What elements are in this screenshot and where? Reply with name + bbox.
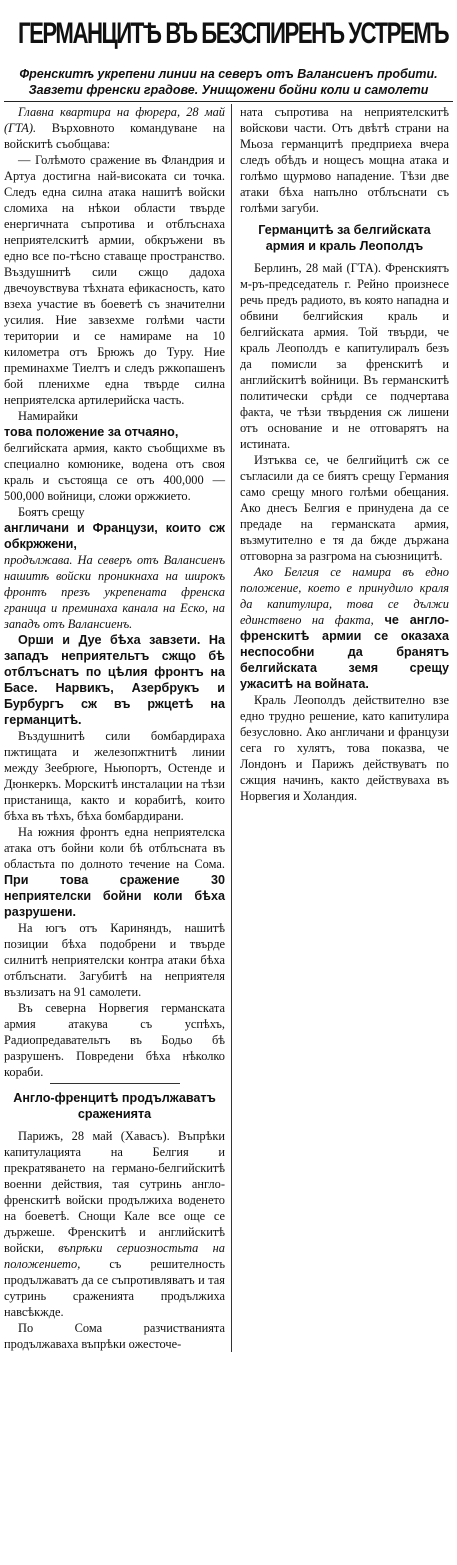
section-divider <box>50 1083 180 1084</box>
paragraph: Краль Леополдъ действително взе едно трудно решение, като капитулира безусловно. Ако англичани и французи сега го хулятъ, това показва, че Лондонъ и Парижъ действуватъ по сжщия начинъ, както действуваха въ Норвегия и Холандия. <box>240 693 449 803</box>
bold-paragraph: Орши и Дуе бѣха завзети. На западъ неприятельтъ сжщо бѣ отблъснатъ по цѣлия фронтъ на Басе. Нарвикъ, Азербрукъ и Бурбургъ сж въ ржцетѣ на германцитѣ. <box>4 633 225 727</box>
paragraph: Въздушнитѣ сили бомбардираха пжтищата и железопжтнитѣ линии между Зеебрюге, Ньюпортъ, Остенде и Дюнкеркъ. Морскитѣ инсталации на тѣзи пристанища, както и корабитѣ, които бѣха въ тѣхъ, бѣха бомбардирани. <box>4 729 225 823</box>
bold-paragraph: това положение за отчаяно, <box>4 425 179 439</box>
paragraph: ната съпротива на неприятелскитѣ войскови части. Отъ двѣтѣ страни на Мьоза германцитѣ предприеха вчера следъ обѣдъ и нощесъ мощна атака и голѣмо щурмово нападение. Тѣзи две атаки бѣха напълно отблъснати съ голѣми загуби. <box>240 105 449 215</box>
paragraph-text: Върховното командуване на войскитѣ съобщава: <box>4 121 225 151</box>
section-title: Англо-френцитѣ продължаватъ сраженията <box>13 1091 216 1121</box>
italic-text: Ако Белгия се намира въ едно положение, което е принудило краля да капитулира, това се дължи единствено на факта, <box>240 565 449 627</box>
paragraph: На югъ отъ Кариняндъ, нашитѣ позиции бѣха подобрени и твърде силнитѣ неприятелски контра атаки бѣха отблъснати. Загубитѣ на неприятеля възлизатъ на 91 самолети. <box>4 921 225 999</box>
article-columns <box>4 104 453 1352</box>
paragraph <box>240 260 449 452</box>
paragraph: Боятъ срещу <box>18 505 85 519</box>
paragraph <box>240 564 449 692</box>
paragraph: Изтъква се, че белгийцитѣ сж се съгласили да се биятъ срещу Германия само срещу много голѣми обещания. Ако днесъ Белгия е принудена да се предаде на германската армия, възмутително е тя да бжде държана отговорна за разгрома на съюзницитѣ. <box>240 453 449 563</box>
paragraph: Въ северна Норвегия германската армия атакува съ успѣхъ, Радиопредавательтъ въ Бодьо бѣ разрушенъ. Повредени бѣха нѣколко кораби. <box>4 1001 225 1079</box>
bold-text: При това сражение 30 неприятелски бойни коли бѣха разрушени. <box>4 873 225 919</box>
paragraph-text: съ решителность продължаватъ да се съпротивляватъ и тая сутринь сраженията продължиха навсѣкжде. <box>4 1257 225 1319</box>
bold-text: че англо-френскитѣ армии се оказаха неспособни да бранятъ белгийската земя срещу ужаситѣ на войната. <box>240 613 450 691</box>
paragraph: — Голѣмото сражение въ Фландрия и Артуа достигна най-високата си точка. Следъ една силна атака нашитѣ войски сломиха на нѣкои области твърде енергичната съпротива и отблъснаха неприятелскитѣ армии, обкръжени въ едно все по-тѣсно ставаще пространство. Въздушнитѣ сили сжщо дадоха двечоувствува тѣхната ефикасность, като взеха участие въ боеветѣ съ значителни усилия. Ние завзехме голѣми части територии и се намираме на 10 километра отъ Брюжъ до Туру. Ние преминахме Тиелтъ и следъ ржкопашенъ бой пленихме една твърде силна неприятелска артилерийска часть. <box>4 153 225 407</box>
dateline: Парижъ, 28 май (Хавасъ). <box>18 1129 170 1143</box>
subheadline: Френскитѣ укрепени линии на северъ отъ Валансиенъ пробити. Завзети френски градове. Унищожени бойни коли и самолети <box>4 64 453 102</box>
paragraph-text: Френскиятъ м-ръ-председатель г. Рейно произнесе речь предъ радиото, въ която нападна и обвини белгийския краль и белгийската армия. Той твърди, че краль Леополдъ е капитулиралъ безъ да помисли за френскитѣ и английскитѣ войници. Въ германскитѣ политически срѣди се подчертава факта, че тѣзи твърдения сж лишени отъ основание и не отговарятъ на истината. <box>240 261 449 451</box>
headline: ГЕРМАНЦИТѢ ВЪ БЕЗСПИРЕНЪ УСТРЕМЪ <box>17 17 449 50</box>
paragraph <box>4 104 225 152</box>
dateline: Берлинъ, 28 май (ГТА). <box>254 261 381 275</box>
italic-text: въпрѣки сериозностьта на положението, <box>4 1241 225 1271</box>
paragraph-text: Въпрѣки капитулацията на Белгия и прекратяването на германо-белгийскитѣ военни действия, тая сутринь англо-френскитѣ войски продължиха воденето на боеветѣ. Снощи Кале все още се държеше. Френскитѣ и английскитѣ войски, <box>4 1129 225 1255</box>
paragraph-text: На южния фронтъ една неприятелска атака отъ бойни коли бѣ отблъсната въ областьта по долното течение на Сома. <box>4 825 225 871</box>
italic-paragraph: продължава. На северъ отъ Валансиенъ нашитѣ войски проникнаха на широкъ фронтъ презъ укрепената френска граница и преминаха канала на Еско, на западъ отъ Валансиенъ. <box>4 553 225 631</box>
paragraph: По Сома разчистванията продължаваха въпрѣки ожесточе- <box>4 1321 225 1351</box>
right-column <box>240 104 449 1352</box>
paragraph <box>4 1128 225 1320</box>
paragraph <box>4 824 225 920</box>
bold-paragraph: англичани и Французи, които сж обкржжени, <box>4 521 225 551</box>
left-column <box>4 104 232 1352</box>
section-title: Германцитѣ за белгийската армия и краль Леополдъ <box>258 223 431 253</box>
dateline: Главна квартира на фюрера, 28 май (ГТА). <box>4 105 225 135</box>
paragraph: белгийската армия, както съобщихме въ специално комюнике, водена отъ своя краль и състояща се отъ 400,000 — 500,000 войници, сложи оржжието. <box>4 441 225 503</box>
paragraph: Намирайки <box>18 409 78 423</box>
